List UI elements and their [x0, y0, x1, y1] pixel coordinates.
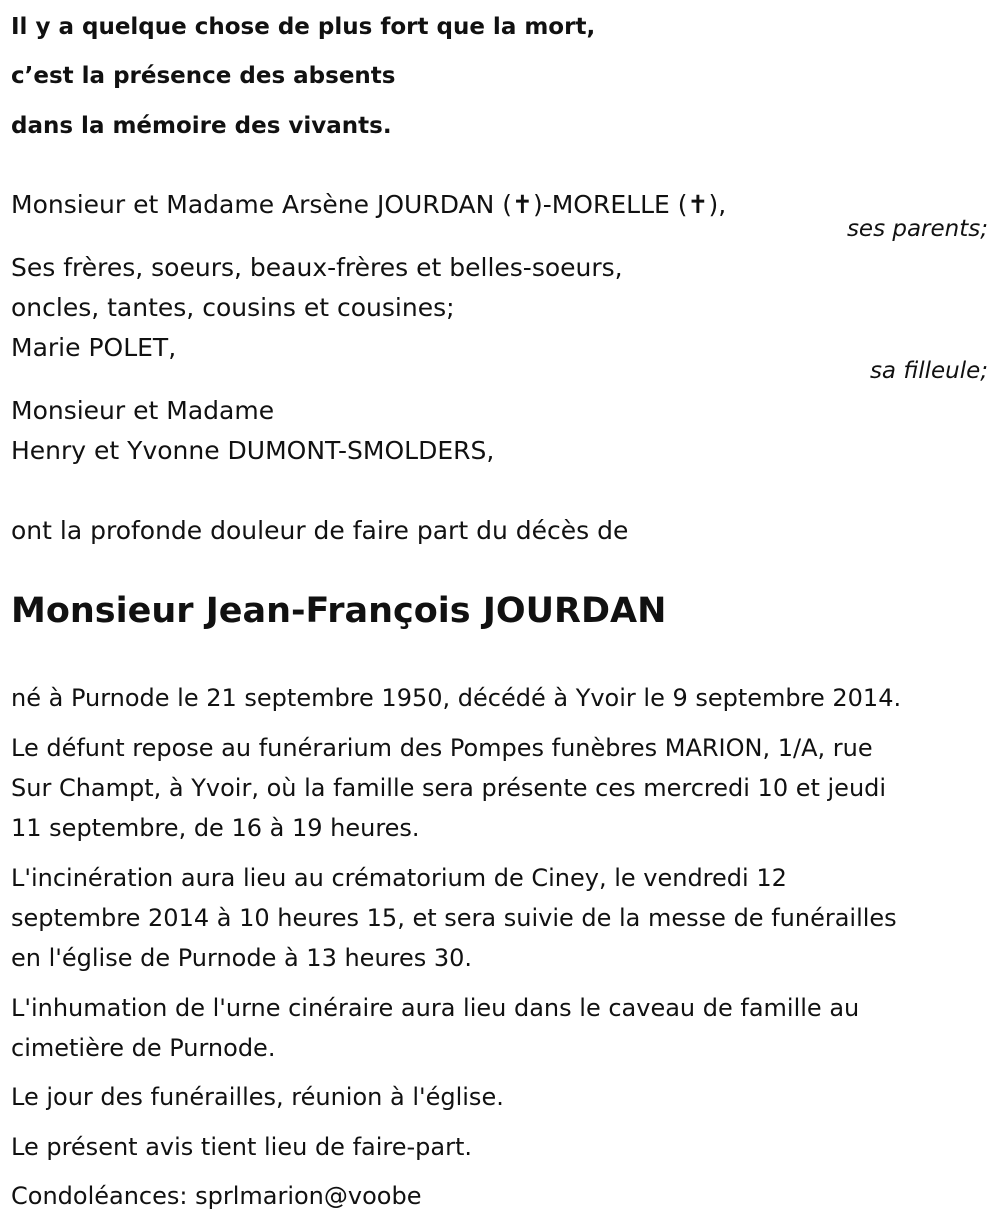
goddaughter-role: sa filleule; — [869, 358, 988, 384]
detail-paragraph-burial — [11, 988, 986, 1068]
epigraph-line: Il y a quelque chose de plus fort que la mort, — [11, 14, 596, 40]
detail-paragraph-condolences — [11, 1176, 986, 1216]
friends-line: Henry et Yvonne DUMONT-SMOLDERS, — [11, 436, 495, 465]
paragraph-line: L'incinération aura lieu au crématorium de Ciney, le vendredi 12 — [11, 864, 787, 892]
paragraph-line: Le défunt repose au funérarium des Pompes funèbres MARION, 1/A, rue — [11, 734, 873, 762]
paragraph-line: Le présent avis tient lieu de faire-part. — [11, 1133, 473, 1161]
family-line: Ses frères, soeurs, beaux-frères et belles-soeurs, — [11, 253, 623, 282]
epigraph-line: c’est la présence des absents — [11, 63, 396, 89]
deceased-name: Monsieur Jean-François JOURDAN — [11, 591, 667, 631]
paragraph-line: cimetière de Purnode. — [11, 1034, 276, 1062]
parents-name: Monsieur et Madame Arsène JOURDAN (✝)-MORELLE (✝), — [11, 190, 727, 219]
paragraph-line: L'inhumation de l'urne cinéraire aura lieu dans le caveau de famille au — [11, 994, 860, 1022]
epigraph-line: dans la mémoire des vivants. — [11, 113, 392, 139]
detail-paragraph-funerarium — [11, 728, 986, 848]
paragraph-line: 11 septembre, de 16 à 19 heures. — [11, 814, 420, 842]
parents-role: ses parents; — [846, 216, 988, 242]
paragraph-line: Le jour des funérailles, réunion à l'église. — [11, 1083, 504, 1111]
paragraph-line: en l'église de Purnode à 13 heures 30. — [11, 944, 473, 972]
paragraph-line: Sur Champt, à Yvoir, où la famille sera présente ces mercredi 10 et jeudi — [11, 774, 887, 802]
paragraph-line: né à Purnode le 21 septembre 1950, décédé à Yvoir le 9 septembre 2014. — [11, 684, 902, 712]
family-line: oncles, tantes, cousins et cousines; — [11, 293, 455, 322]
detail-paragraph-reunion — [11, 1077, 986, 1117]
announcement-text: ont la profonde douleur de faire part du décès de — [11, 516, 629, 545]
detail-paragraph-notice — [11, 1127, 986, 1167]
friends-line: Monsieur et Madame — [11, 396, 275, 425]
detail-paragraph-birth-death — [11, 678, 986, 718]
condolences-text: Condoléances: sprlmarion@voobe — [11, 1182, 422, 1210]
goddaughter-name: Marie POLET, — [11, 333, 177, 362]
paragraph-line: septembre 2014 à 10 heures 15, et sera suivie de la messe de funérailles — [11, 904, 897, 932]
detail-paragraph-cremation — [11, 858, 986, 978]
